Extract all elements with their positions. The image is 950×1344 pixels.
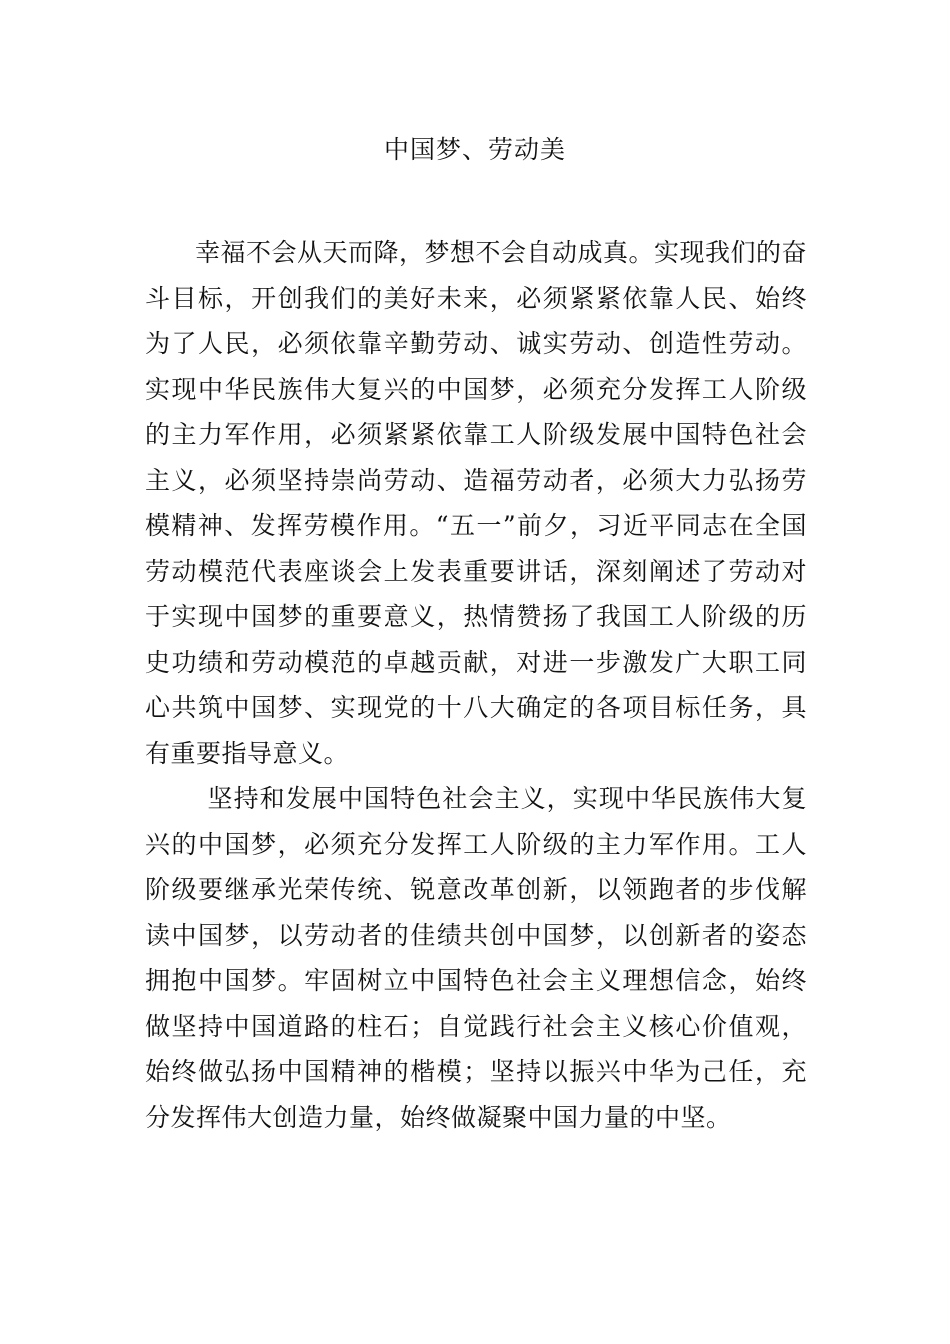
document-body xyxy=(145,230,807,1140)
document-title: 中国梦、劳动美 xyxy=(383,135,566,164)
paragraph-1: 幸福不会从天而降，梦想不会自动成真。实现我们的奋斗目标，开创我们的美好未来，必须紧紧依靠人民、始终为了人民，必须依靠辛勤劳动、诚实劳动、创造性劳动。实现中华民族伟大复兴的中国梦，必须充分发挥工人阶级的主力军作用，必须紧紧依靠工人阶级发展中国特色社会主义，必须坚持崇尚劳动、造福劳动者，必须大力弘扬劳模精神、发挥劳模作用。“五一”前夕，习近平同志在全国劳动模范代表座谈会上发表重要讲话，深刻阐述了劳动对于实现中国梦的重要意义，热情赞扬了我国工人阶级的历史功绩和劳动模范的卓越贡献，对进一步激发广大职工同心共筑中国梦、实现党的十八大确定的各项目标任务，具有重要指导意义。 xyxy=(145,238,808,768)
paragraph-2: 坚持和发展中国特色社会主义，实现中华民族伟大复兴的中国梦，必须充分发挥工人阶级的主力军作用。工人阶级要继承光荣传统、锐意改革创新，以领跑者的步伐解读中国梦，以劳动者的佳绩共创中国梦，以创新者的姿态拥抱中国梦。牢固树立中国特色社会主义理想信念，始终做坚持中国道路的柱石；自觉践行社会主义核心价值观，始终做弘扬中国精神的楷模；坚持以振兴中华为己任，充分发挥伟大创造力量，始终做凝聚中国力量的中坚。 xyxy=(145,784,807,1132)
